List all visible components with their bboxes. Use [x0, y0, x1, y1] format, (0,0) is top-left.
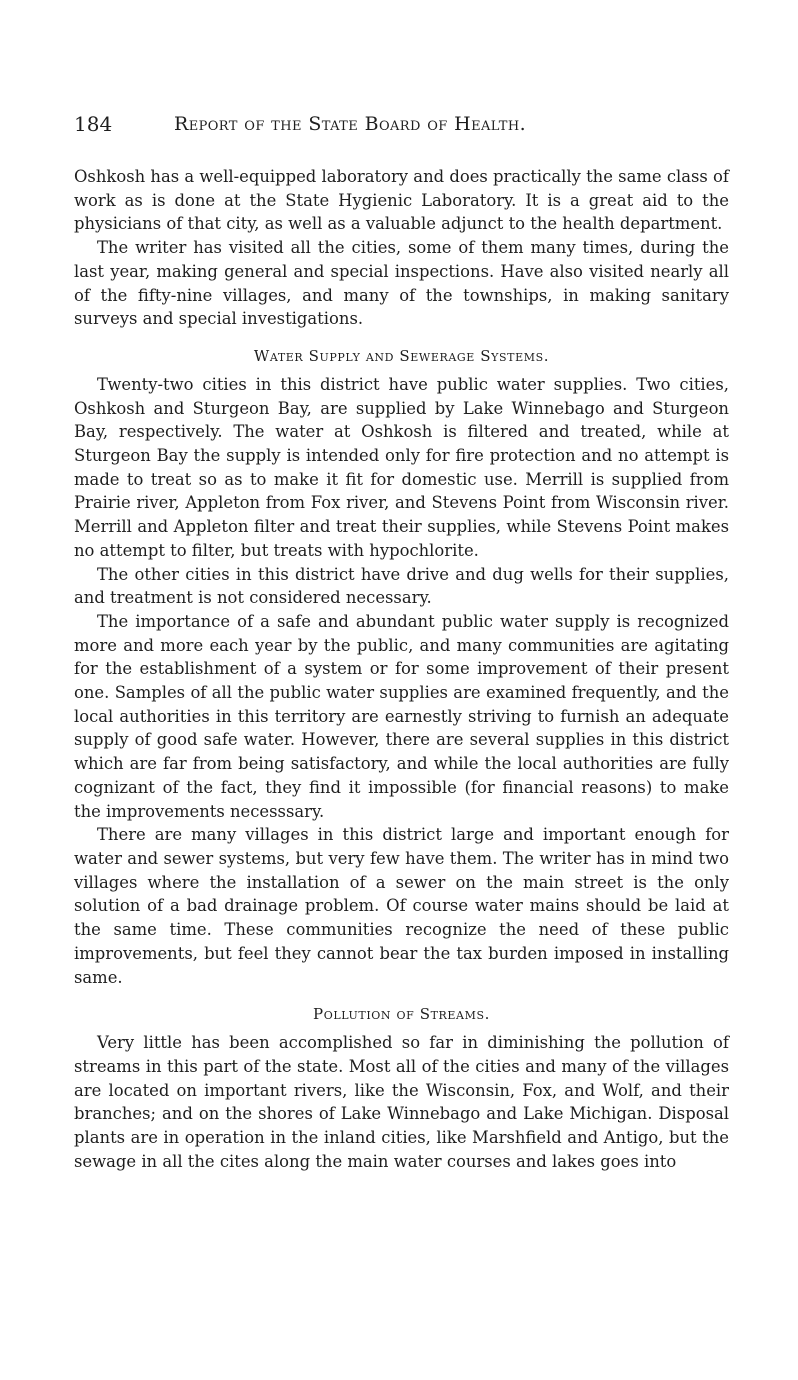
page-number: 184 [74, 112, 113, 136]
page-body [74, 165, 729, 1173]
body-paragraph: Very little has been accomplished so far in diminishing the pollution of streams in this part of the state. Most all of the cities and many of the villages are located on important rivers, like the Wisconsin, Fox, and Wolf, and their branches; and on the shores of Lake Winnebago and Lake Michigan. Disposal plants are in operation in the inland cities, like Marshfield and Antigo, but the sewage in all the cites along the main water courses and lakes goes into [74, 1033, 729, 1171]
running-title: Report of the State Board of Health. [174, 113, 527, 135]
body-paragraph: The other cities in this district have drive and dug wells for their supplies, and treatment is not considered necessary. [74, 564, 729, 608]
body-paragraph: The importance of a safe and abundant public water supply is recognized more and more each year by the public, and many communities are agitating for the establishment of a system or for some improvement of their present one. Samples of all the public water supplies are examined frequently, and the local authorities in this territory are earnestly striving to furnish an adequate supply of good safe water. However, there are several supplies in this district which are far from being satisfactory, and while the local authorities are fully cognizant of the fact, they find it impossible (for financial reasons) to make the improvements necesssary. [74, 611, 729, 821]
body-paragraph: The writer has visited all the cities, some of them many times, during the last year, making general and special inspections. Have also visited nearly all of the fifty-nine villages, and many of the townships, in making sanitary surveys and special investigations. [74, 238, 729, 329]
section-heading: Water Supply and Sewerage Systems. [253, 346, 550, 365]
body-paragraph: There are many villages in this district large and important enough for water and sewer systems, but very few have them. The writer has in mind two villages where the installation of a sewer on the main street is the only solution of a bad drainage problem. Of course water mains should be laid at the same time. These communities recognize the need of these public improvements, but feel they cannot bear the tax burden imposed in installing same. [74, 825, 729, 987]
body-paragraph: Oshkosh has a well-equipped laboratory and does practically the same class of work as is done at the State Hygienic Laboratory. It is a great aid to the physicians of that city, as well as a valuable adjunct to the health department. [74, 167, 729, 234]
page-header [74, 109, 734, 139]
section-heading: Pollution of Streams. [313, 1005, 490, 1024]
body-paragraph: Twenty-two cities in this district have public water supplies. Two cities, Oshkosh and Sturgeon Bay, are supplied by Lake Winnebago and Sturgeon Bay, respectively. The water at Oshkosh is filtered and treated, while at Sturgeon Bay the supply is intended only for fire protection and no attempt is made to treat so as to make it fit for domestic use. Merrill is supplied from Prairie river, Appleton from Fox river, and Stevens Point from Wisconsin river. Merrill and Appleton filter and treat their supplies, while Stevens Point makes no attempt to filter, but treats with hypochlorite. [74, 374, 729, 560]
